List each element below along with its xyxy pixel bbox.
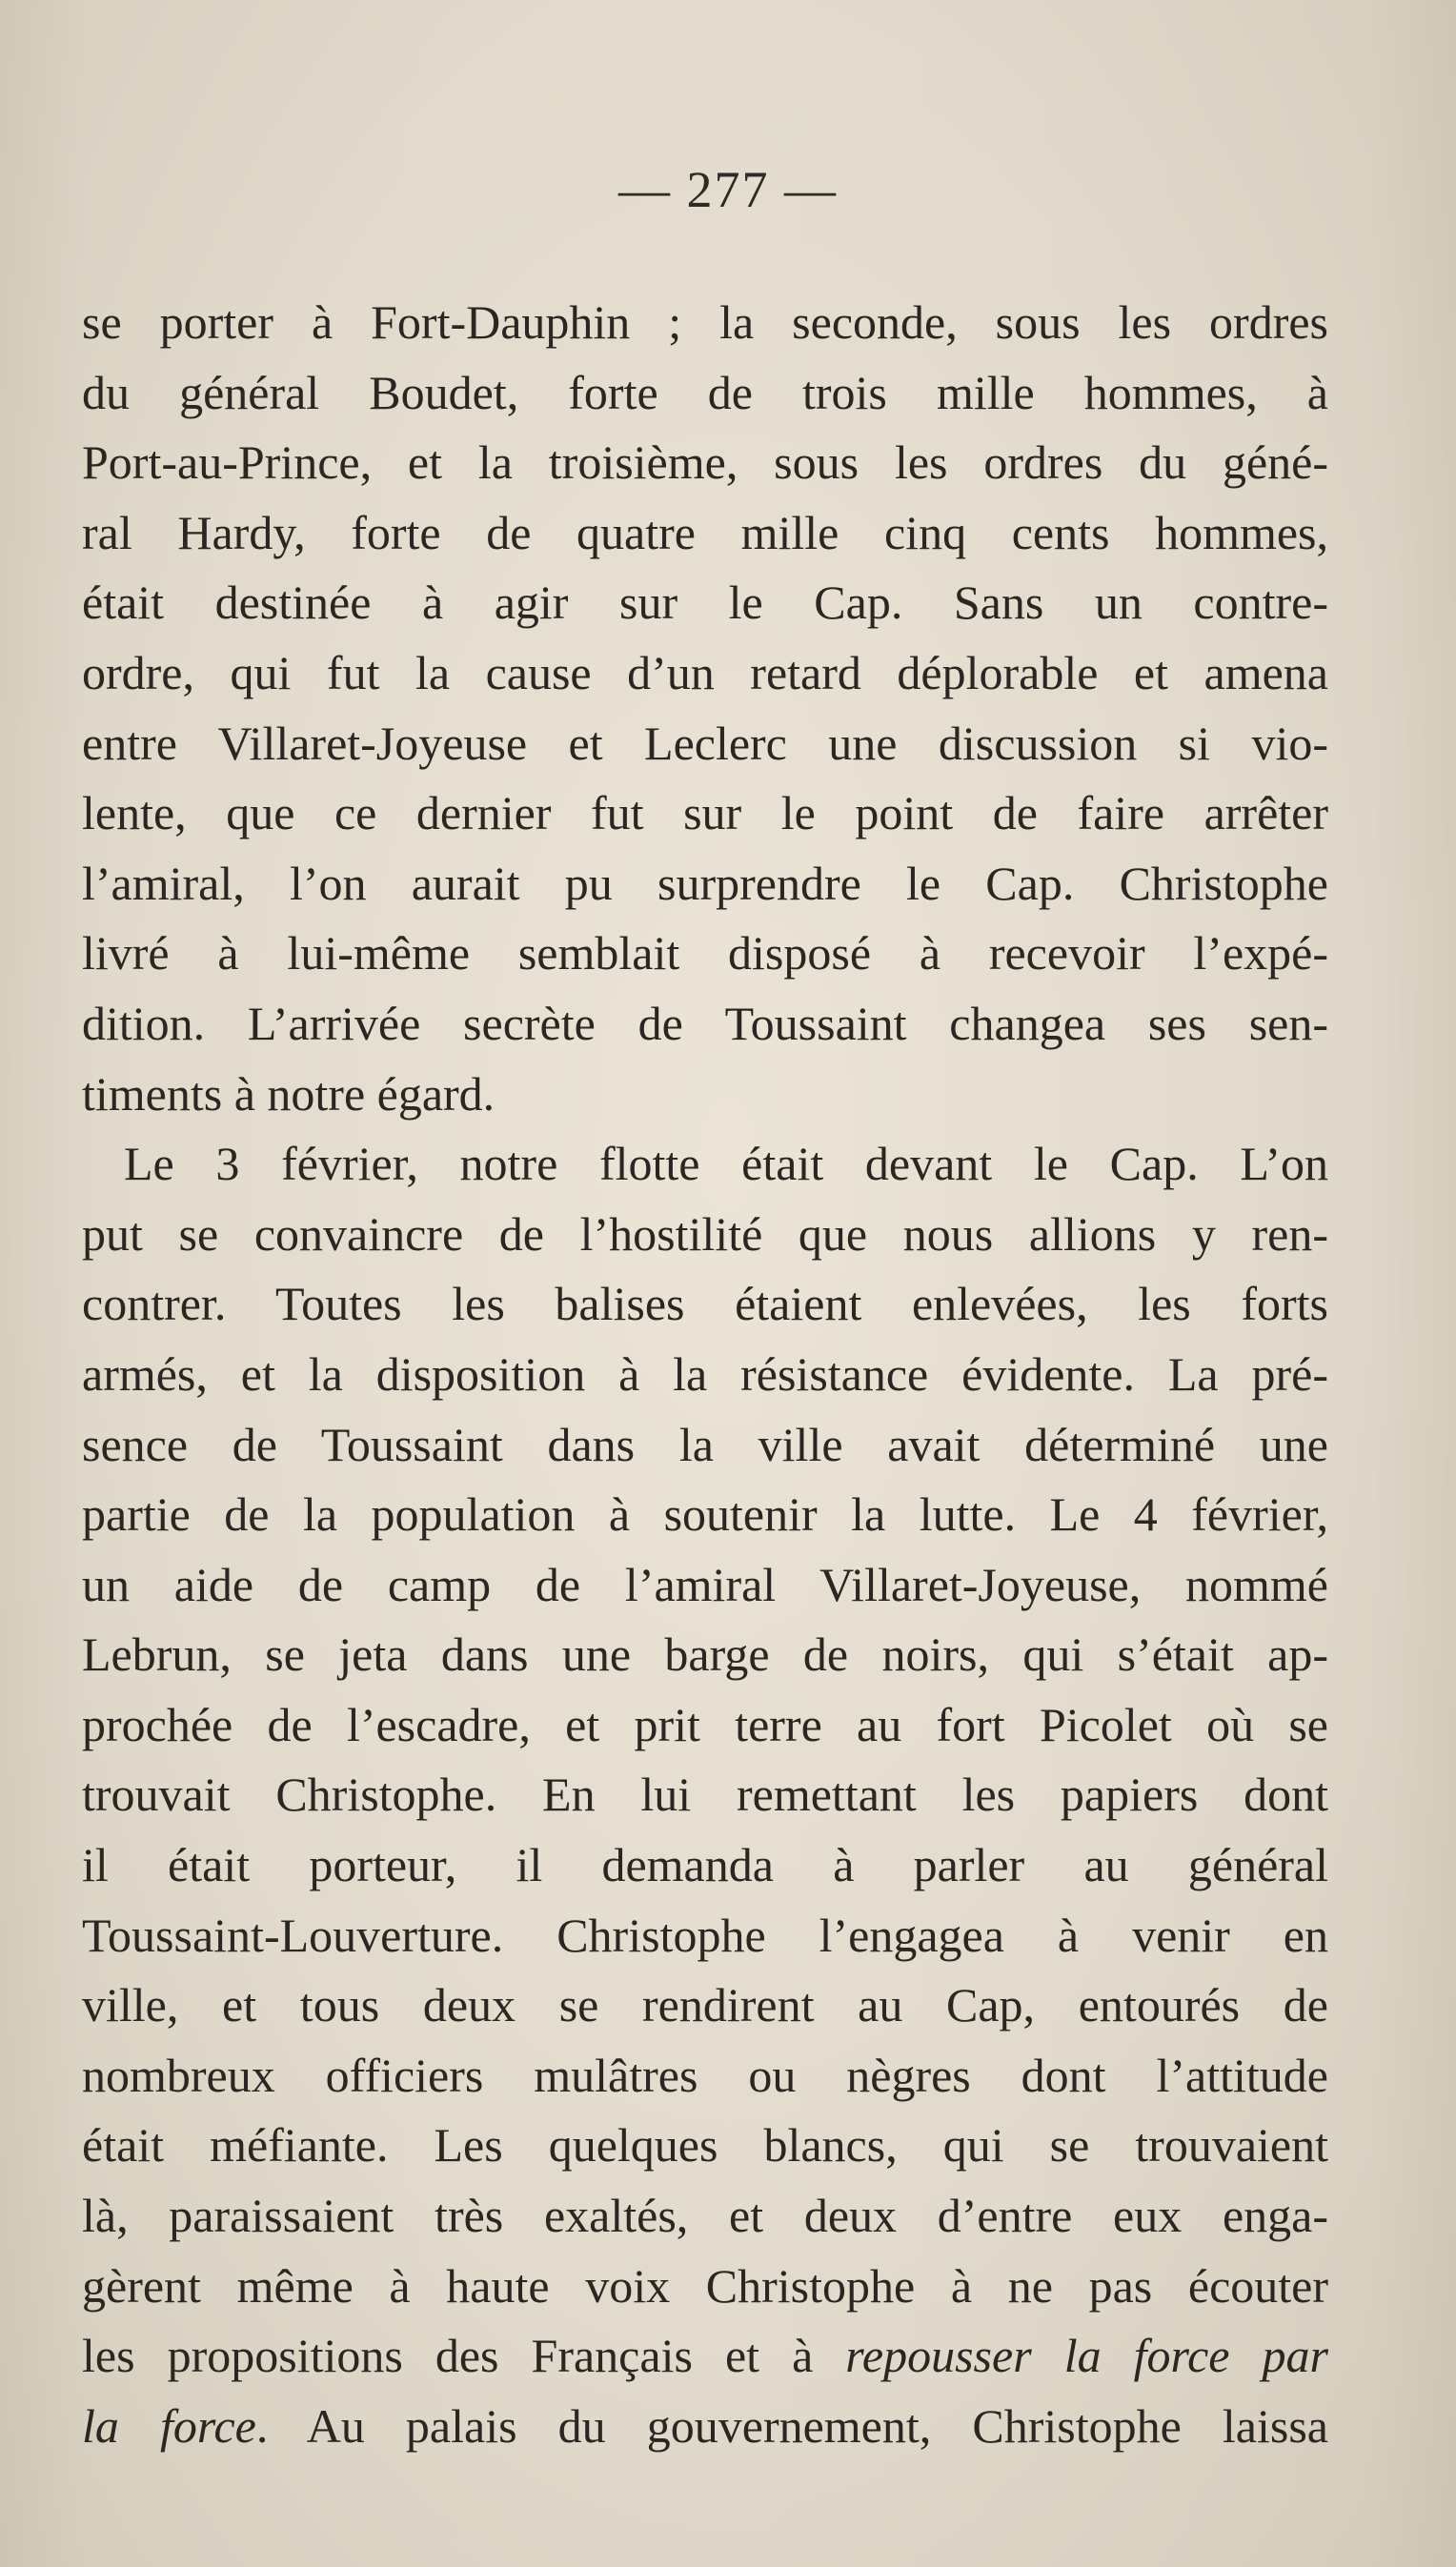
text-line	[82, 1690, 1328, 1761]
line-text: prochée de l’escadre, et prit terre au fort Picolet où se	[82, 1697, 1328, 1751]
line-text: entre Villaret-Joyeuse et Leclerc une discussion si vio-	[82, 716, 1328, 770]
page-number: — 277 —	[618, 161, 838, 218]
text-line	[82, 1060, 1328, 1130]
line-text: les propositions des Français et à	[82, 2329, 846, 2383]
line-text: . Au palais du gouvernement, Christophe laissa	[255, 2398, 1328, 2453]
text-line	[82, 1340, 1328, 1410]
line-text: livré à lui-même semblait disposé à recevoir l’expé-	[82, 926, 1328, 980]
text-line	[82, 2321, 1328, 2392]
text-line	[82, 989, 1328, 1060]
line-text: trouvait Christophe. En lui remettant les papiers dont	[82, 1768, 1328, 1822]
line-text: armés, et la disposition à la résistance évidente. La pré-	[82, 1346, 1328, 1401]
line-text: Le 3 février, notre flotte était devant le Cap. L’on	[124, 1137, 1328, 1191]
line-text: nombreux officiers mulâtres ou nègres dont l’attitude	[82, 2048, 1328, 2102]
line-text: se porter à Fort-Dauphin ; la seconde, sous les ordres	[82, 295, 1328, 349]
text-line	[82, 1830, 1328, 1901]
text-line	[82, 1269, 1328, 1340]
italic-text: la force	[82, 2398, 256, 2453]
text-line	[82, 2181, 1328, 2252]
body-text	[82, 288, 1328, 2461]
text-line	[82, 919, 1328, 989]
text-line	[82, 2392, 1328, 2462]
text-line	[82, 849, 1328, 920]
text-line	[82, 1760, 1328, 1830]
text-line	[82, 2252, 1328, 2322]
line-text: put se convaincre de l’hostilité que nous allions y ren-	[82, 1206, 1328, 1261]
line-text: du général Boudet, forte de trois mille hommes, à	[82, 365, 1328, 419]
text-line	[82, 1129, 1328, 1200]
line-text: Lebrun, se jeta dans une barge de noirs, qui s’était ap-	[82, 1627, 1328, 1682]
text-line	[82, 778, 1328, 849]
line-text: ville, et tous deux se rendirent au Cap, entourés de	[82, 1978, 1328, 2032]
line-text: l’amiral, l’on aurait pu surprendre le Cap. Christophe	[82, 856, 1328, 910]
line-text: Toussaint-Louverture. Christophe l’engagea à venir en	[82, 1908, 1328, 1962]
text-line	[82, 498, 1328, 569]
line-text: contrer. Toutes les balises étaient enlevées, les forts	[82, 1277, 1328, 1331]
text-line	[82, 568, 1328, 638]
text-line	[82, 1200, 1328, 1270]
line-text: gèrent même à haute voix Christophe à ne pas écouter	[82, 2258, 1328, 2313]
text-line	[82, 1550, 1328, 1621]
line-text: là, paraissaient très exaltés, et deux d’entre eux enga-	[82, 2189, 1328, 2243]
text-line	[82, 638, 1328, 709]
text-line	[82, 709, 1328, 779]
line-text: ordre, qui fut la cause d’un retard déplorable et amena	[82, 645, 1328, 699]
text-line	[82, 2041, 1328, 2112]
line-text: était destinée à agir sur le Cap. Sans un contre-	[82, 576, 1328, 630]
italic-text: repousser la force par	[845, 2329, 1328, 2383]
text-line	[82, 288, 1328, 358]
text-line	[82, 2111, 1328, 2181]
line-text: lente, que ce dernier fut sur le point de faire arrêter	[82, 786, 1328, 840]
text-line	[82, 428, 1328, 498]
line-text: dition. L’arrivée secrète de Toussaint changea ses sen-	[82, 996, 1328, 1050]
text-line	[82, 1410, 1328, 1481]
line-text: ral Hardy, forte de quatre mille cinq cents hommes,	[82, 505, 1328, 559]
line-text: partie de la population à soutenir la lutte. Le 4 février,	[82, 1487, 1328, 1542]
line-text: sence de Toussaint dans la ville avait déterminé une	[82, 1417, 1328, 1471]
text-line	[82, 1620, 1328, 1690]
line-text: Port-au-Prince, et la troisième, sous les ordres du géné-	[82, 435, 1328, 490]
text-line	[82, 1971, 1328, 2041]
line-text: timents à notre égard.	[82, 1066, 495, 1121]
line-text: il était porteur, il demanda à parler au général	[82, 1838, 1328, 1892]
line-text: un aide de camp de l’amiral Villaret-Joyeuse, nommé	[82, 1557, 1328, 1611]
text-line	[82, 1901, 1328, 1971]
text-line	[82, 1480, 1328, 1550]
text-line	[82, 358, 1328, 429]
line-text: était méfiante. Les quelques blancs, qui se trouvaient	[82, 2118, 1328, 2173]
